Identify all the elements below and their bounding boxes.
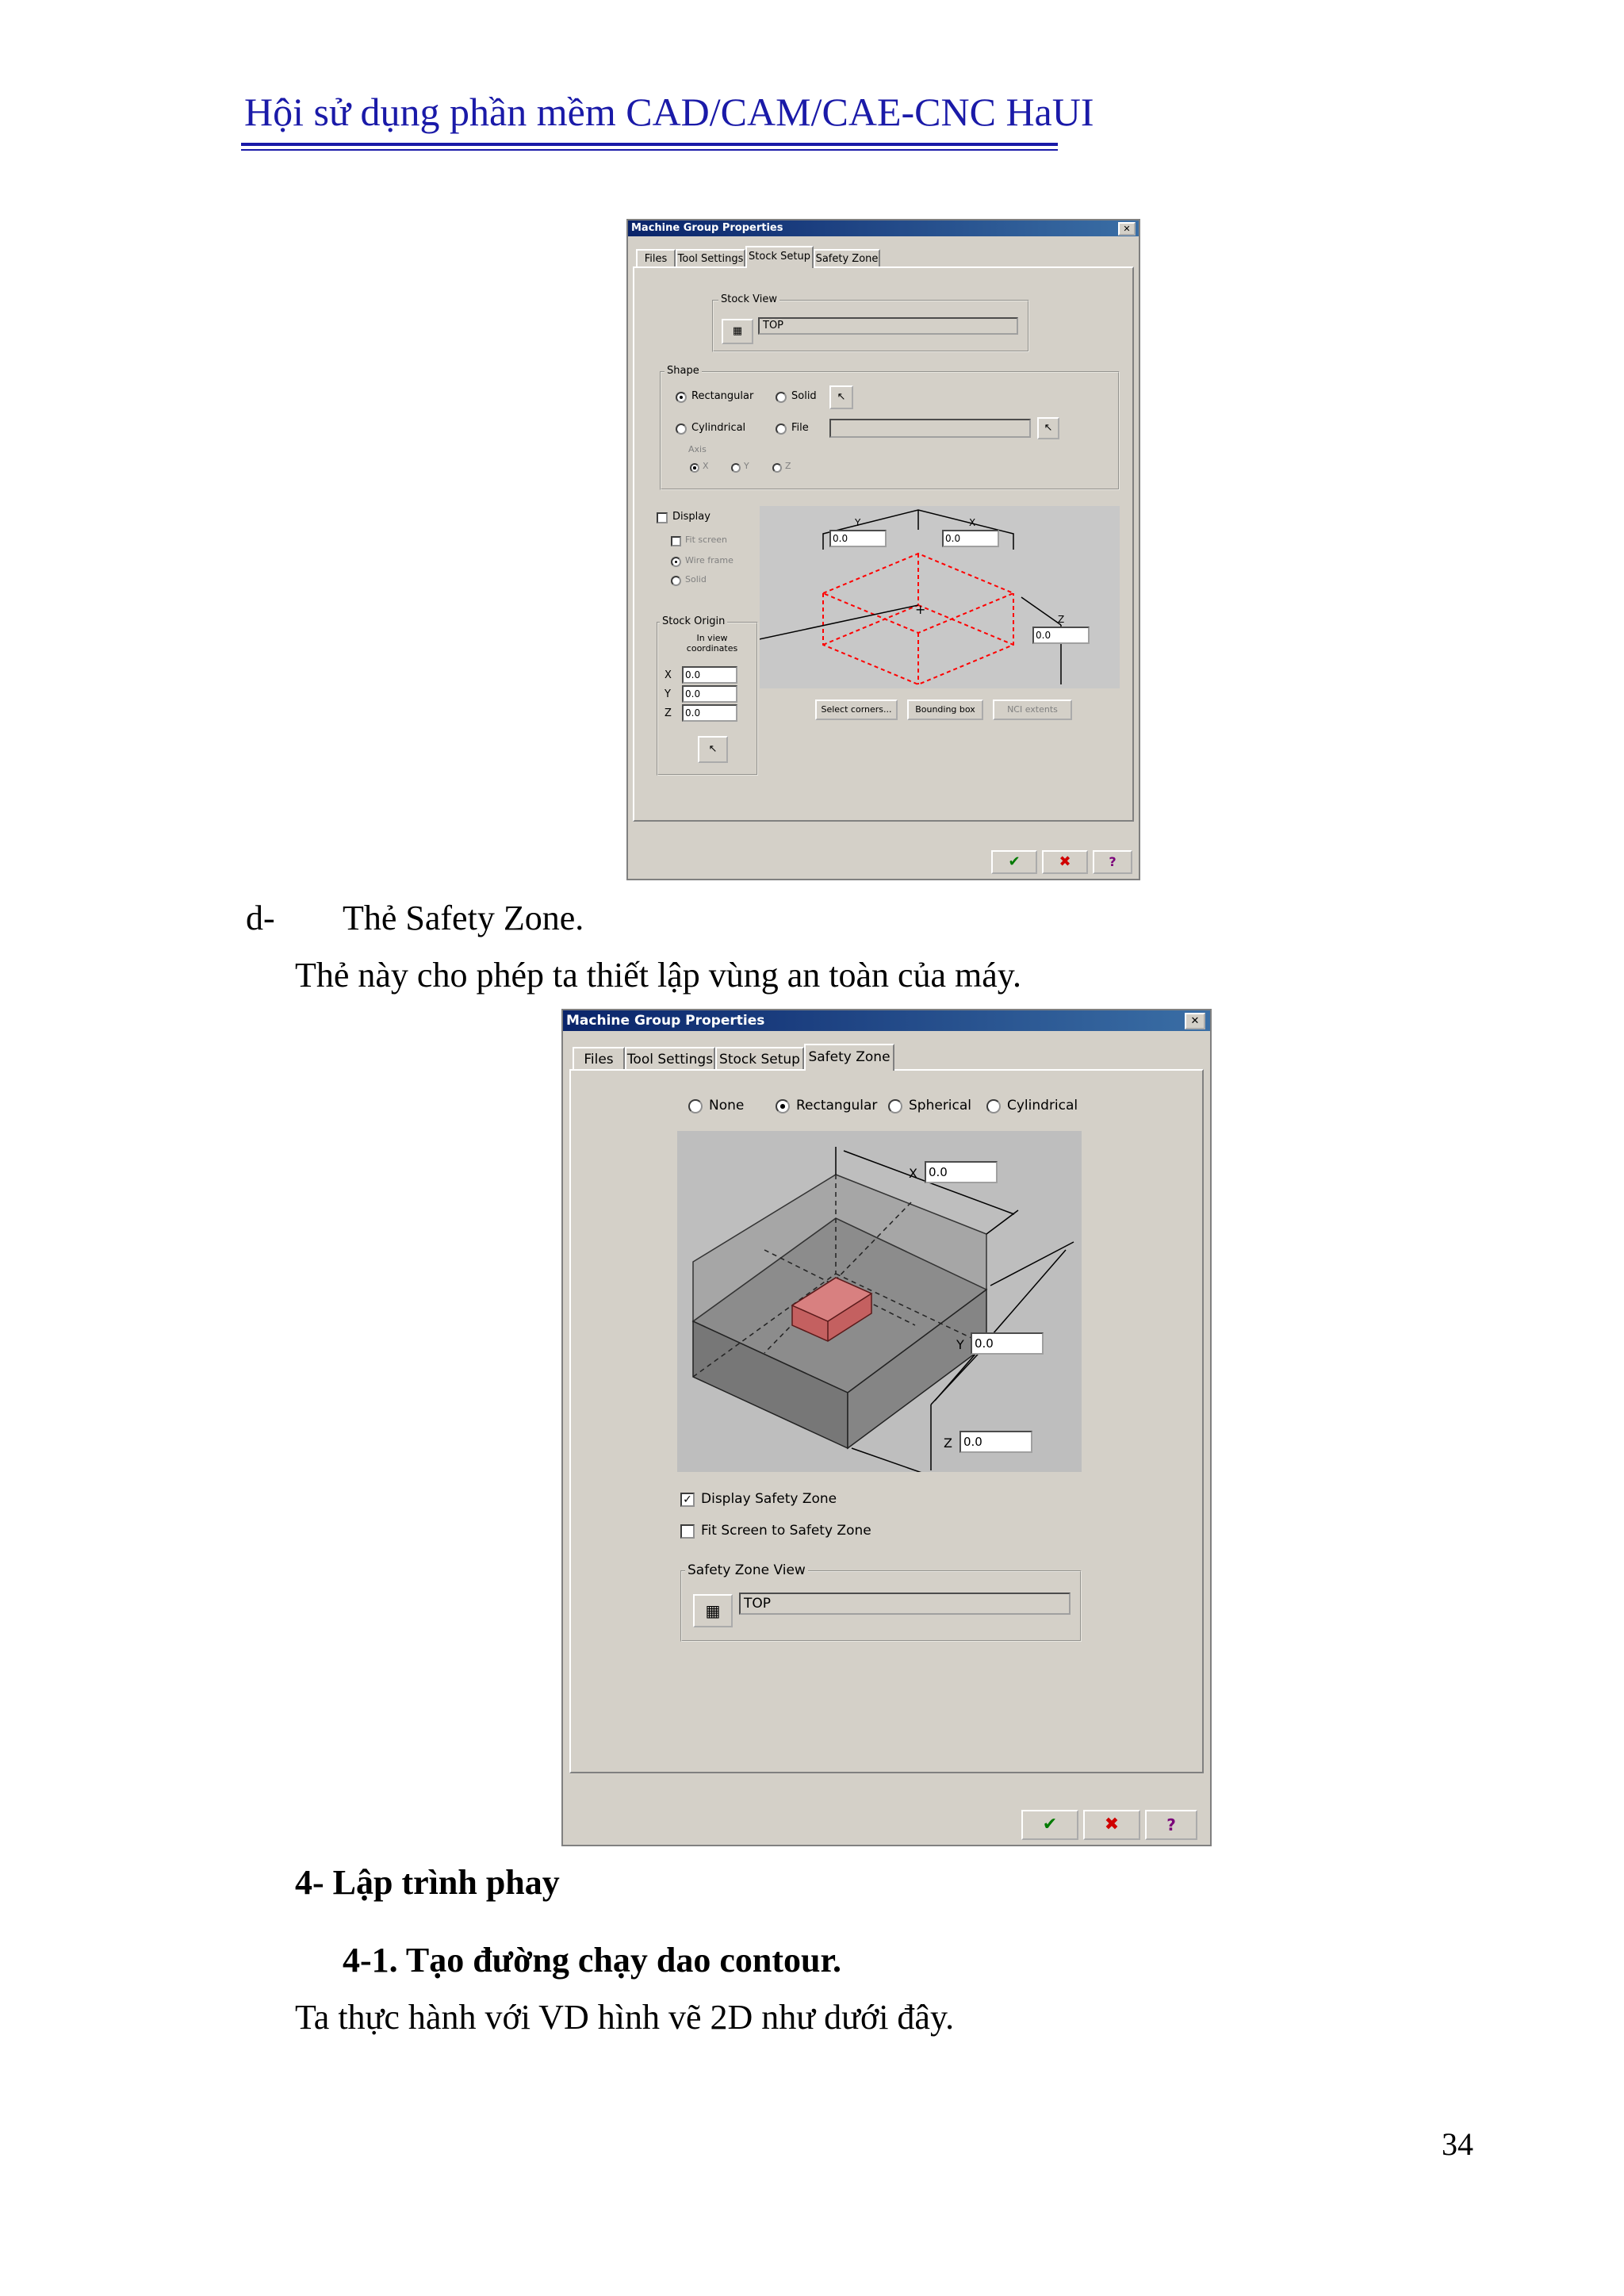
preview-x-field[interactable]: 0.0 [942,530,999,547]
dialog-title: Machine Group Properties [631,222,783,234]
display-solid-radio[interactable] [671,576,681,586]
nci-extents-button[interactable]: NCI extents [993,700,1072,720]
axis-z-label: Z [785,461,791,471]
shape-cylindrical-radio[interactable] [676,424,687,435]
shape-solid-radio[interactable] [776,392,787,403]
bounding-box-button[interactable]: Bounding box [907,700,983,720]
safety-zone-preview [677,1131,1082,1472]
dialog-titlebar [563,1010,1210,1031]
axis-y-radio[interactable] [731,463,741,473]
zone-rectangular-radio[interactable] [776,1099,790,1114]
tab-safety-zone[interactable]: Safety Zone [814,249,880,268]
display-checkbox[interactable] [657,512,668,523]
select-solid-button[interactable] [829,385,853,409]
axis-x-label: X [703,461,709,471]
cursor-icon: ↖ [1044,422,1053,434]
section-4-1-heading: 4-1. Tạo đường chạy dao contour. [343,1941,841,1980]
zone-cylindrical-radio[interactable] [986,1099,1001,1114]
ok-button[interactable]: ✔ [991,850,1037,874]
cancel-button[interactable]: ✖ [1042,850,1088,874]
zone-z-label: Z [944,1435,952,1451]
zone-spherical-label: Spherical [909,1098,972,1114]
view-picker-button[interactable] [693,1594,733,1627]
safety-zone-drawing [677,1131,1082,1472]
shape-file-label: File [791,422,809,434]
tab-stock-setup[interactable]: Stock Setup [715,1047,804,1071]
select-corners-button[interactable]: Select corners... [815,700,898,720]
page-header: Hội sử dụng phần mềm CAD/CAM/CAE-CNC HaUI [244,90,1094,134]
axis-y-label: Y [744,461,749,471]
safety-zone-view-legend: Safety Zone View [685,1562,808,1578]
cursor-icon: ↖ [708,743,718,755]
stock-origin-subtitle: In view coordinates [686,633,738,654]
zone-spherical-radio[interactable] [888,1099,902,1114]
zone-x-field[interactable]: 0.0 [925,1161,998,1183]
preview-z-field[interactable]: 0.0 [1032,627,1090,644]
cursor-icon: ↖ [837,391,846,403]
zone-y-label: Y [956,1337,964,1352]
section-4-heading: 4- Lập trình phay [295,1863,560,1902]
origin-z-label: Z [665,707,672,719]
zone-none-radio[interactable] [688,1099,703,1114]
header-underline-thin [241,149,1058,151]
header-underline [241,143,1058,146]
close-icon[interactable]: ✕ [1185,1013,1205,1029]
section-d-heading: Thẻ Safety Zone. [343,899,584,937]
zone-z-field[interactable]: 0.0 [959,1431,1032,1453]
display-safety-zone-label: Display Safety Zone [701,1491,837,1507]
stock-preview-drawing [760,506,1120,688]
shape-file-radio[interactable] [776,424,787,435]
file-browse-button[interactable] [1037,417,1059,439]
fit-screen-label: Fit Screen to Safety Zone [701,1523,871,1539]
safety-zone-view-field[interactable]: TOP [739,1593,1071,1615]
shape-rectangular-radio[interactable] [676,392,687,403]
machine-group-dialog-safety [561,1009,1212,1846]
machine-group-dialog-stock [626,219,1140,880]
tab-tool-settings[interactable]: Tool Settings [676,249,745,268]
section-d-description: Thẻ này cho phép ta thiết lập vùng an toàn của máy. [295,956,1021,995]
origin-x-label: X [665,669,672,681]
origin-y-label: Y [665,688,671,700]
preview-z-label: Z [1058,614,1065,625]
stock-view-legend: Stock View [718,293,779,305]
dialog-titlebar [628,220,1139,236]
section-d-marker: d- [246,899,275,937]
tab-files[interactable]: Files [636,249,676,268]
origin-z-field[interactable]: 0.0 [682,704,737,722]
origin-y-field[interactable]: 0.0 [682,685,737,703]
wire-frame-label: Wire frame [685,555,733,565]
shape-solid-label: Solid [791,390,817,402]
cancel-button[interactable]: ✖ [1083,1810,1140,1840]
preview-y-label: Y [855,517,861,528]
zone-rectangular-label: Rectangular [796,1098,878,1114]
svg-text:+: + [915,602,926,617]
pick-origin-button[interactable] [698,736,728,763]
axis-label: Axis [688,444,707,454]
preview-y-field[interactable]: 0.0 [829,530,887,547]
zone-none-label: None [709,1098,745,1114]
grid-icon: ▦ [705,1601,721,1620]
zone-y-field[interactable]: 0.0 [971,1332,1044,1355]
fit-screen-checkbox[interactable] [671,536,681,546]
fit-screen-label: Fit screen [685,535,727,545]
stock-origin-legend: Stock Origin [660,615,727,627]
display-label: Display [672,511,710,523]
fit-screen-checkbox[interactable] [680,1524,695,1539]
stock-preview [760,506,1120,688]
tab-tool-settings[interactable]: Tool Settings [625,1047,715,1071]
stock-view-field[interactable]: TOP [758,317,1018,335]
dialog-title: Machine Group Properties [566,1013,765,1029]
view-picker-button[interactable] [722,319,753,344]
help-button[interactable]: ? [1145,1810,1197,1840]
section-4-1-body: Ta thực hành với VD hình vẽ 2D như dưới đây. [295,1998,955,2037]
axis-x-radio[interactable] [690,463,699,473]
tab-stock-setup[interactable]: Stock Setup [745,246,814,268]
display-safety-zone-checkbox[interactable]: ✓ [680,1493,695,1507]
display-solid-label: Solid [685,574,707,585]
origin-x-field[interactable]: 0.0 [682,666,737,684]
page-number: 34 [1442,2126,1473,2162]
axis-z-radio[interactable] [772,463,782,473]
help-button[interactable]: ? [1093,850,1132,874]
shape-cylindrical-label: Cylindrical [691,422,746,434]
preview-x-label: X [969,517,976,528]
shape-rectangular-label: Rectangular [691,390,754,402]
grid-icon: ▦ [732,325,743,337]
zone-x-label: X [909,1166,917,1181]
wire-frame-radio[interactable] [671,557,681,567]
ok-button[interactable]: ✔ [1021,1810,1078,1840]
zone-cylindrical-label: Cylindrical [1007,1098,1078,1114]
shape-legend: Shape [665,365,702,377]
file-select[interactable] [829,419,1031,438]
close-icon[interactable]: ✕ [1118,222,1136,236]
tab-files[interactable]: Files [573,1047,625,1071]
tab-safety-zone[interactable]: Safety Zone [804,1044,894,1071]
